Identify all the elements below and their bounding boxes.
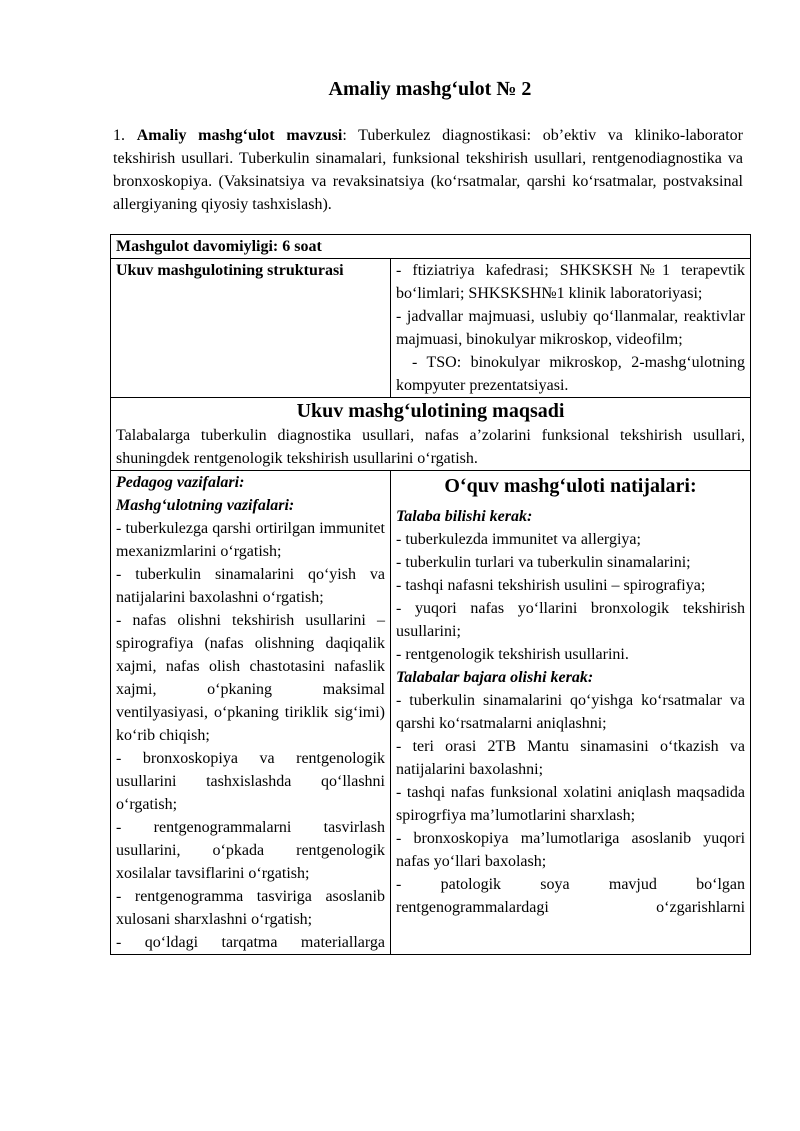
knowledge-item: - tashqi nafasni tekshirish usulini – spirografiya; — [396, 577, 706, 594]
structure-item: - ftiziatriya kafedrasi; SHKSKSH№1 terapevtik boʻlimlari; SHKSKSH№1 klinik laboratoriyasi; — [396, 262, 746, 302]
page-title: Amaliy mashgʻulot № 2 — [328, 78, 532, 100]
knowledge-item: - tuberkulezda immunitet va allergiya; — [396, 531, 641, 548]
results-title: Oʻquv mashgʻuloti natijalari: — [444, 475, 697, 497]
goal-row — [111, 398, 751, 471]
topic-text: : Tuberkulez diagnostikasi: ob’ektiv va kliniko-laborator tekshirish usullari. Tuberkulin sinamalari, funksional tekshirish usullari, rentgenodiagnostika va bronxoskopiya. (Vaksinatsiya va revaksinatsiya (koʻrsatmalar, qarshi koʻrsatmalar, postvaksinal allergiyaning qiyosiy tashxislash). — [113, 127, 743, 213]
goal-cell — [111, 398, 751, 471]
student-skills-heading: Talabalar bajara olishi kerak: — [396, 669, 594, 686]
topic-paragraph — [113, 124, 743, 216]
pedagog-tasks-cell — [111, 471, 391, 955]
task-item: - rentgenogrammalarni tasvirlash usullarini, oʻpkada rentgenologik xosilalar tavsiflarini oʻrgatish; — [116, 819, 385, 882]
results-cell — [391, 471, 751, 955]
task-item: - qoʻldagi tarqatma materiallarga — [116, 934, 385, 951]
knowledge-item: - rentgenologik tekshirish usullarini. — [396, 646, 629, 663]
duration-row — [111, 235, 751, 259]
lesson-table — [110, 234, 751, 955]
lesson-tasks-heading: Mashgʻulotning vazifalari: — [116, 497, 295, 514]
pedagog-heading: Pedagog vazifalari: — [116, 474, 245, 491]
topic-label: Amaliy mashgʻulot mavzusi — [136, 127, 343, 144]
tasks-row — [111, 471, 751, 955]
skill-item: - teri orasi 2TB Mantu sinamasini oʻtkazish va natijalarini baxolashni; — [396, 738, 746, 778]
duration-cell: Mashgulot davomiyligi: 6 soat — [111, 235, 751, 259]
knowledge-item: - yuqori nafas yoʻllarini bronxologik tekshirish usullarini; — [396, 600, 746, 640]
task-item: - nafas olishni tekshirish usullarini – spirografiya (nafas olishning daqiqalik xajmi, nafas olish chastotasini nafaslik xajmi, oʻpkaning maksimal ventilyasiyasi, oʻpkaning tiriklik sigʻimi) koʻrib chiqish; — [116, 612, 385, 744]
skill-item: - tashqi nafas funksional xolatini aniqlash maqsadida spirogrfiya ma’lumotlarini sharxlash; — [396, 784, 746, 824]
topic-number: 1. — [113, 127, 125, 144]
task-item: - bronxoskopiya va rentgenologik usullarini tashxislashda qoʻllashni oʻrgatish; — [116, 750, 385, 813]
student-knows-heading: Talaba bilishi kerak: — [396, 508, 533, 525]
goal-title: Ukuv mashgʻulotining maqsadi — [296, 400, 565, 422]
structure-label: Ukuv mashgulotining strukturasi — [111, 259, 391, 398]
knowledge-item: - tuberkulin turlari va tuberkulin sinamalarini; — [396, 554, 691, 571]
task-item: - tuberkulin sinamalarini qoʻyish va natijalarini baxolashni oʻrgatish; — [116, 566, 385, 606]
goal-text: Talabalarga tuberkulin diagnostika usullari, nafas a’zolarini funksional tekshirish usullari, shuningdek rentgenologik tekshirish usullarini oʻrgatish. — [116, 427, 746, 467]
structure-row — [111, 259, 751, 398]
structure-item: - jadvallar majmuasi, uslubiy qoʻllanmalar, reaktivlar majmuasi, binokulyar mikroskop, videofilm; — [396, 308, 746, 348]
task-item: - tuberkulezga qarshi ortirilgan immunitet mexanizmlarini oʻrgatish; — [116, 520, 385, 560]
structure-cell — [391, 259, 751, 398]
skill-item: - tuberkulin sinamalarini qoʻyishga koʻrsatmalar va qarshi koʻrsatmalarni aniqlashni; — [396, 692, 746, 732]
skill-item: - bronxoskopiya ma’lumotlariga asoslanib yuqori nafas yoʻllari baxolash; — [396, 830, 746, 870]
task-item: - rentgenogramma tasviriga asoslanib xulosani sharxlashni oʻrgatish; — [116, 888, 385, 928]
structure-item: - TSO: binokulyar mikroskop, 2-mashgʻulotning kompyuter prezentatsiyasi. — [396, 354, 746, 394]
skill-item: - patologik soya mavjud boʻlgan rentgenogrammalardagi oʻzgarishlarni — [396, 876, 746, 916]
